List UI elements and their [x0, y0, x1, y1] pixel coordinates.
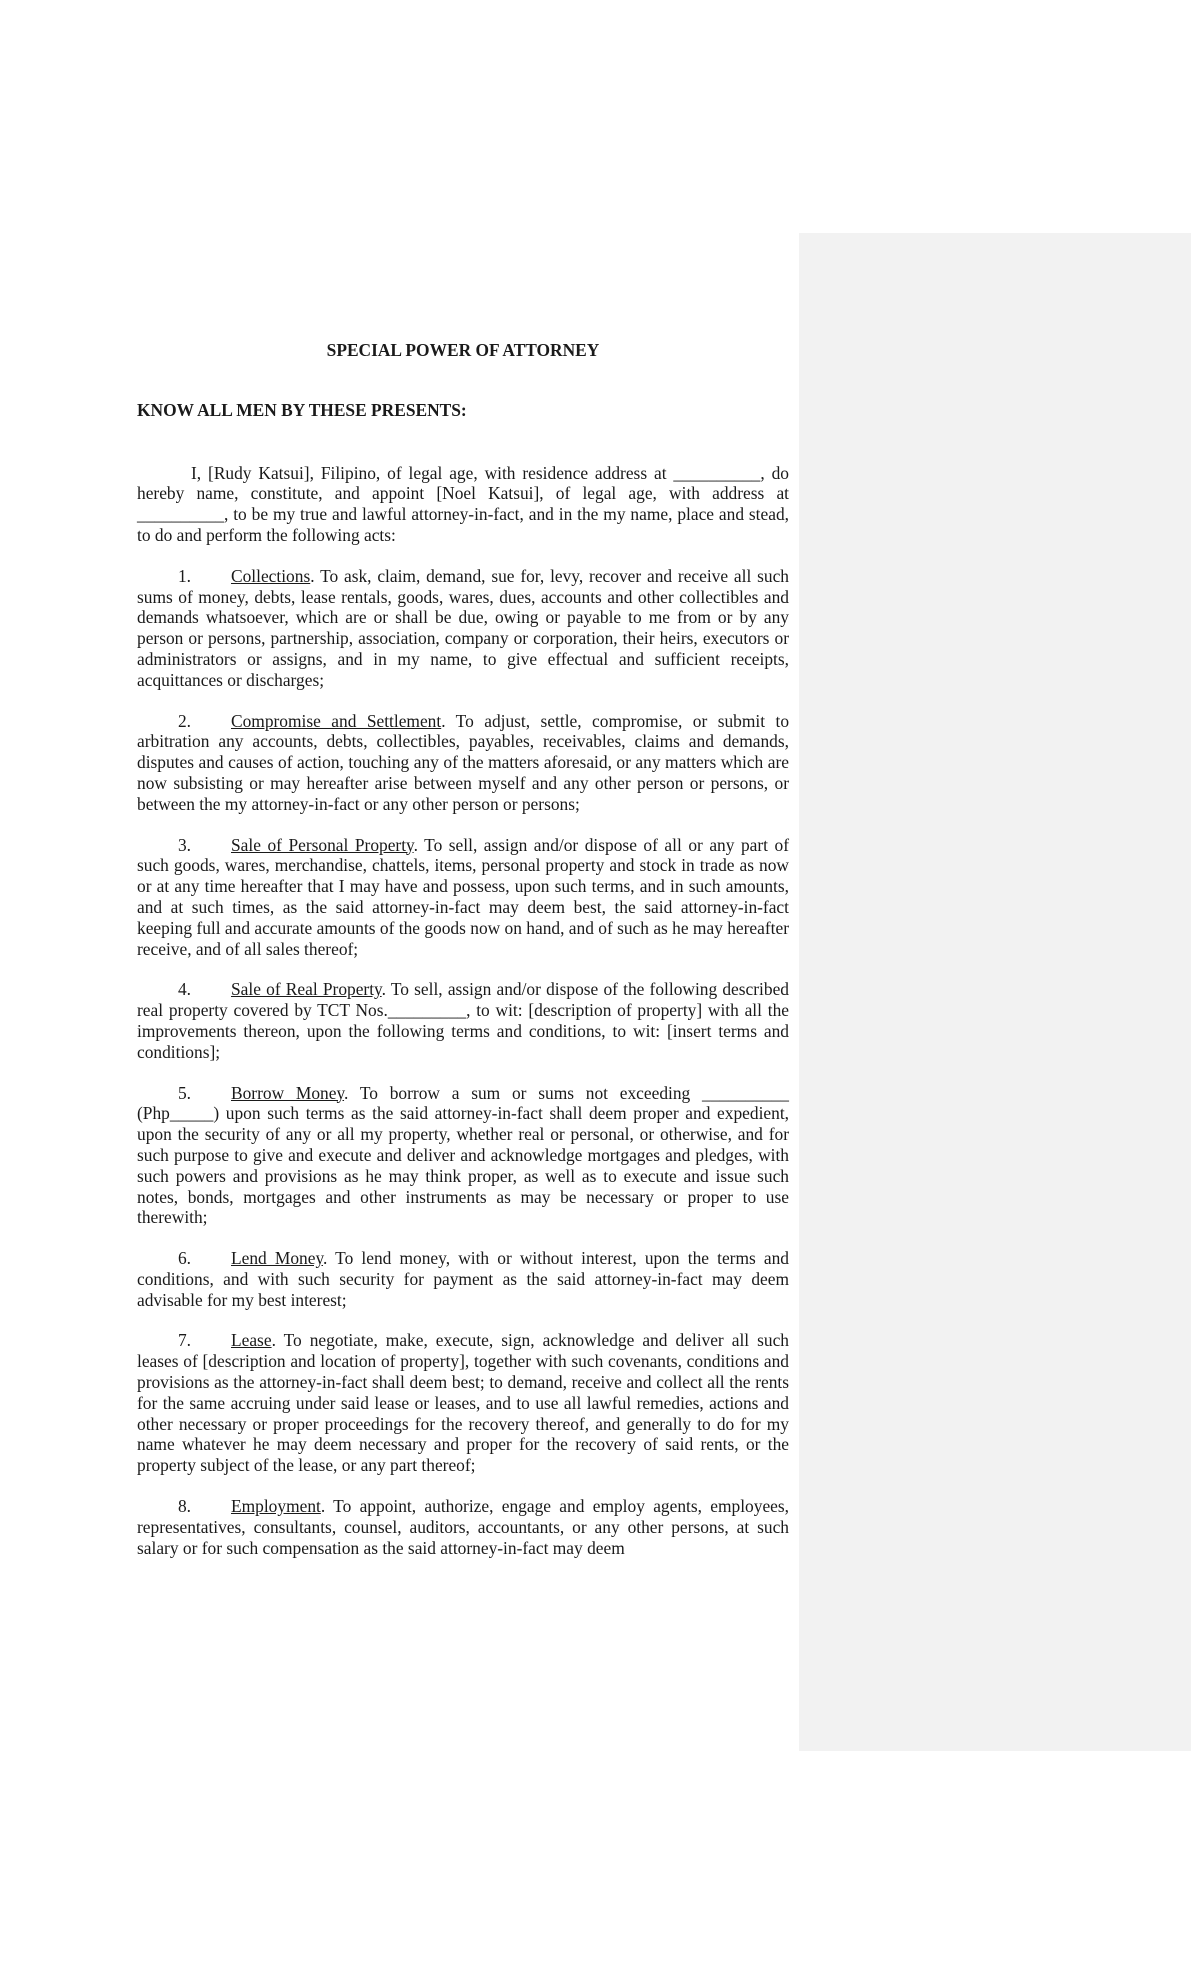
clause-title: Sale of Real Property: [231, 979, 382, 1000]
document-heading: KNOW ALL MEN BY THESE PRESENTS:: [137, 399, 467, 420]
comment-pane: [799, 233, 1191, 1751]
clause-5: [137, 1083, 789, 1229]
clause-8: [137, 1496, 789, 1558]
clause-text: . To appoint, authorize, engage and employ agents, employees, representatives, consultants, counsel, auditors, accountants, or any other persons, at such salary or for such compensation as the said attorney-in-fact may deem: [137, 1496, 789, 1558]
clause-text: . To sell, assign and/or dispose of the following described real property covered by TCT Nos._________, to wit: [description of property] with all the improvements thereon, upon the following terms and conditions, to wit: [insert terms and conditions];: [137, 979, 789, 1062]
clause-3: [137, 835, 789, 960]
clause-4: [137, 979, 789, 1062]
clause-text: . To adjust, settle, compromise, or submit to arbitration any accounts, debts, collectibles, payables, receivables, claims and demands, disputes and causes of action, touching any of the matters aforesaid, or any matters which are now subsisting or may hereafter arise between myself and any other person or persons, or between the my attorney-in-fact or any other person or persons;: [137, 710, 790, 814]
clause-text: . To sell, assign and/or dispose of all or any part of such goods, wares, merchandise, chattels, items, personal property and stock in trade as now or at any time hereafter that I may have and possess, upon such terms, and in such amounts, and at such times, as the said attorney-in-fact may deem best, the said attorney-in-fact keeping full and accurate amounts of the goods now on hand, and of such as he may hereafter receive, and of all sales thereof;: [137, 834, 789, 959]
clause-text: . To lend money, with or without interest, upon the terms and conditions, and with such security for payment as the said attorney-in-fact may deem advisable for my best interest;: [137, 1248, 789, 1310]
clause-number: 4.: [177, 979, 191, 1000]
document-body: [137, 340, 789, 1558]
clause-title: Sale of Personal Property: [231, 834, 414, 855]
clause-number: 6.: [177, 1248, 191, 1269]
clause-number: 8.: [177, 1496, 191, 1517]
clause-title: Compromise and Settlement: [231, 710, 442, 731]
clause-number: 5.: [177, 1082, 191, 1103]
clause-6: [137, 1248, 789, 1310]
clause-number: 7.: [177, 1330, 191, 1351]
clause-title: Borrow Money: [231, 1082, 345, 1103]
clause-1: [137, 566, 789, 691]
clause-7: [137, 1330, 789, 1476]
clause-text: . To borrow a sum or sums not exceeding __________ (Php_____) upon such terms as the said attorney-in-fact shall deem proper and expedient, upon the security of any or all my property, whether real or personal, or otherwise, and for such purpose to give and execute and deliver and acknowledge mortgages and pledges, with such powers and provisions as he may think proper, as well as to execute and issue such notes, bonds, mortgages and other instruments as may be necessary or proper to use therewith;: [137, 1082, 789, 1228]
clause-title: Lease: [231, 1330, 272, 1351]
clause-2: [137, 711, 789, 815]
clause-text: . To ask, claim, demand, sue for, levy, recover and receive all such sums of money, debts, lease rentals, goods, wares, dues, accounts and other collectibles and demands whatsoever, which are or shall be due, owing or payable to me from or by any person or persons, partnership, association, company or corporation, their heirs, executors or administrators or assigns, and in my name, to give effectual and sufficient receipts, acquittances or discharges;: [137, 565, 789, 690]
clause-title: Employment: [231, 1496, 321, 1517]
clause-text: . To negotiate, make, execute, sign, acknowledge and deliver all such leases of [description and location of property], together with such covenants, conditions and provisions as the attorney-in-fact shall deem best; to demand, receive and collect all the rents for the same accruing under said lease or leases, and to use all lawful remedies, actions and other necessary or proper proceedings for the recovery thereof, and generally to do for my name whatever he may deem necessary and proper for the recovery of said rents, or the property subject of the lease, or any part thereof;: [137, 1330, 789, 1476]
clause-title: Collections: [231, 565, 311, 586]
clause-number: 1.: [177, 565, 191, 586]
clause-number: 3.: [177, 834, 191, 855]
document-title: SPECIAL POWER OF ATTORNEY: [326, 340, 600, 360]
clause-title: Lend Money: [231, 1248, 324, 1269]
intro-paragraph: I, [Rudy Katsui], Filipino, of legal age, with residence address at __________, do hereby name, constitute, and appoint [Noel Katsui], of legal age, with address at __________, to be my true and lawful attorney-in-fact, and in the my name, place and stead, to do and perform the following acts:: [137, 462, 789, 545]
clause-number: 2.: [177, 710, 191, 731]
